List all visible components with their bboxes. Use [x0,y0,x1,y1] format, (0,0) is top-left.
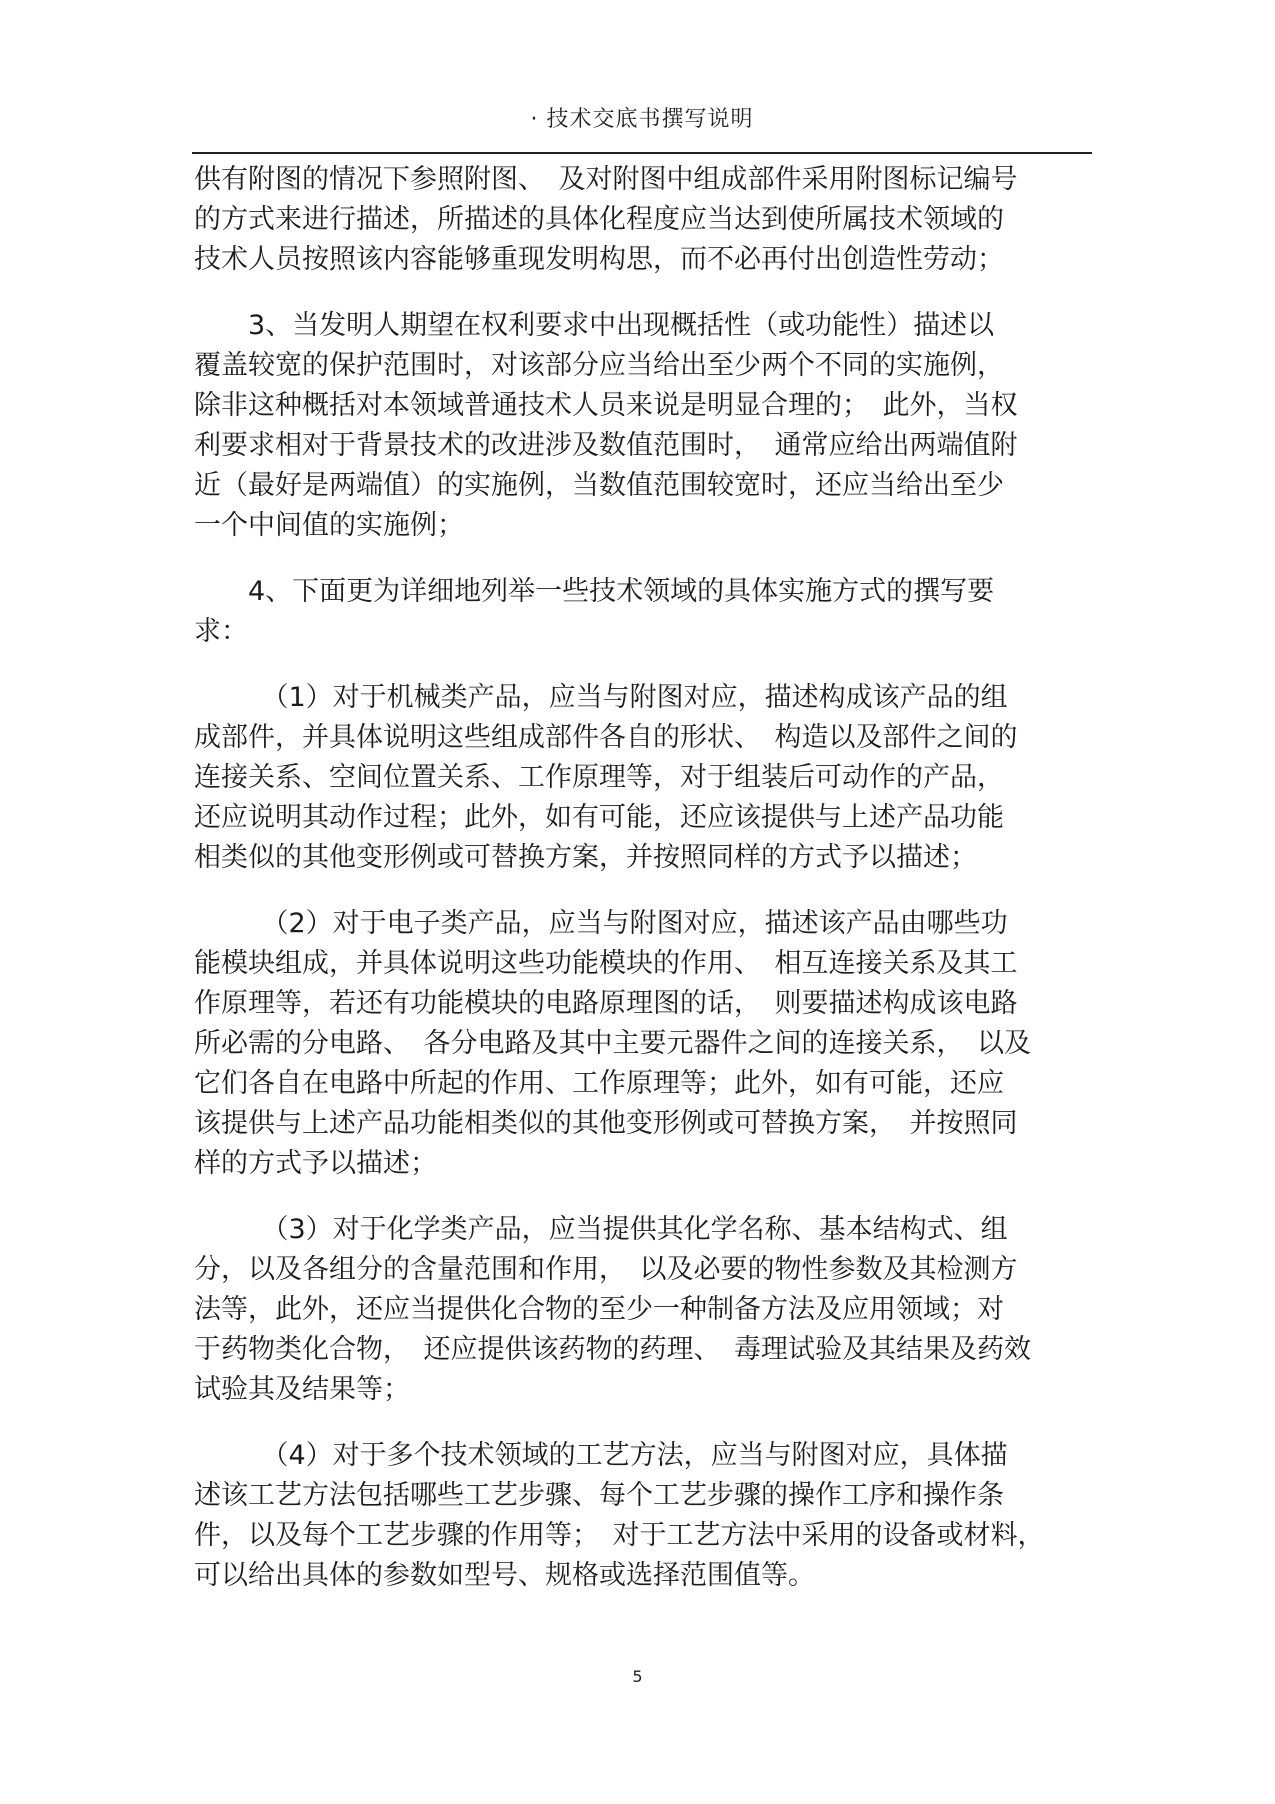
text-line: （2）对于电子类产品，应当与附图对应，描述该产品由哪些功 [194,908,1008,939]
page-header-title: · 技术交底书撰写说明 [530,107,754,132]
text-line: 连接关系、空间位置关系、工作原理等，对于组装后可动作的产品， [194,762,1004,793]
text-line: （3）对于化学类产品，应当提供其化学名称、基本结构式、组 [194,1214,1008,1245]
text-line: 于药物类化合物， 还应提供该药物的药理、 毒理试验及其结果及药效 [194,1334,1031,1365]
text-line: 样的方式予以描述； [194,1148,437,1179]
paragraph-subitem-2-electronic [194,904,1094,1184]
text-line: 3、当发明人期望在权利要求中出现概括性（或功能性）描述以 [194,310,995,341]
text-line: （4）对于多个技术领域的工艺方法，应当与附图对应，具体描 [194,1440,1008,1471]
text-line: （1）对于机械类产品，应当与附图对应，描述构成该产品的组 [194,682,1008,713]
text-line: 还应说明其动作过程；此外，如有可能，还应该提供与上述产品功能 [194,802,1004,833]
text-line: 一个中间值的实施例； [194,510,464,541]
text-line: 利要求相对于背景技术的改进涉及数值范围时， 通常应给出两端值附 [194,430,1018,461]
text-line: 法等，此外，还应当提供化合物的至少一种制备方法及应用领域；对 [194,1294,1004,1325]
text-line: 覆盖较宽的保护范围时，对该部分应当给出至少两个不同的实施例， [194,350,1004,381]
text-line: 分，以及各组分的含量范围和作用， 以及必要的物性参数及其检测方 [194,1254,1018,1285]
paragraph-subitem-3-chemical [194,1210,1094,1410]
text-line: 近（最好是两端值）的实施例，当数值范围较宽时，还应当给出至少 [194,470,1004,501]
text-line: 可以给出具体的参数如型号、规格或选择范围值等。 [194,1560,815,1591]
text-line: 能模块组成，并具体说明这些功能模块的作用、 相互连接关系及其工 [194,948,1018,979]
text-line: 成部件，并具体说明这些组成部件各自的形状、 构造以及部件之间的 [194,722,1018,753]
document-body [194,160,1094,1596]
text-line: 述该工艺方法包括哪些工艺步骤、每个工艺步骤的操作工序和操作条 [194,1480,1004,1511]
paragraph-item-4 [194,572,1094,652]
page-number: 5 [632,1667,643,1686]
paragraph-intro-continuation [194,160,1094,280]
text-line: 4、下面更为详细地列举一些技术领域的具体实施方式的撰写要 [194,576,995,607]
paragraph-subitem-1-mechanical [194,678,1094,878]
text-line: 求： [194,616,248,647]
text-line: 供有附图的情况下参照附图、 及对附图中组成部件采用附图标记编号 [194,164,1018,195]
text-line: 它们各自在电路中所起的作用、工作原理等；此外，如有可能，还应 [194,1068,1004,1099]
text-line: 除非这种概括对本领域普通技术人员来说是明显合理的； 此外，当权 [194,390,1018,421]
text-line: 试验其及结果等； [194,1374,410,1405]
text-line: 该提供与上述产品功能相类似的其他变形例或可替换方案， 并按照同 [194,1108,1018,1139]
text-line: 作原理等，若还有功能模块的电路原理图的话， 则要描述构成该电路 [194,988,1018,1019]
paragraph-subitem-4-process [194,1436,1094,1596]
text-line: 技术人员按照该内容能够重现发明构思，而不必再付出创造性劳动； [194,244,1004,275]
text-line: 相类似的其他变形例或可替换方案，并按照同样的方式予以描述； [194,842,977,873]
text-line: 的方式来进行描述，所描述的具体化程度应当达到使所属技术领域的 [194,204,1004,235]
text-line: 所必需的分电路、 各分电路及其中主要元器件之间的连接关系， 以及 [194,1028,1031,1059]
paragraph-item-3 [194,306,1094,546]
text-line: 件，以及每个工艺步骤的作用等； 对于工艺方法中采用的设备或材料， [194,1520,1045,1551]
header-divider [192,152,1092,154]
